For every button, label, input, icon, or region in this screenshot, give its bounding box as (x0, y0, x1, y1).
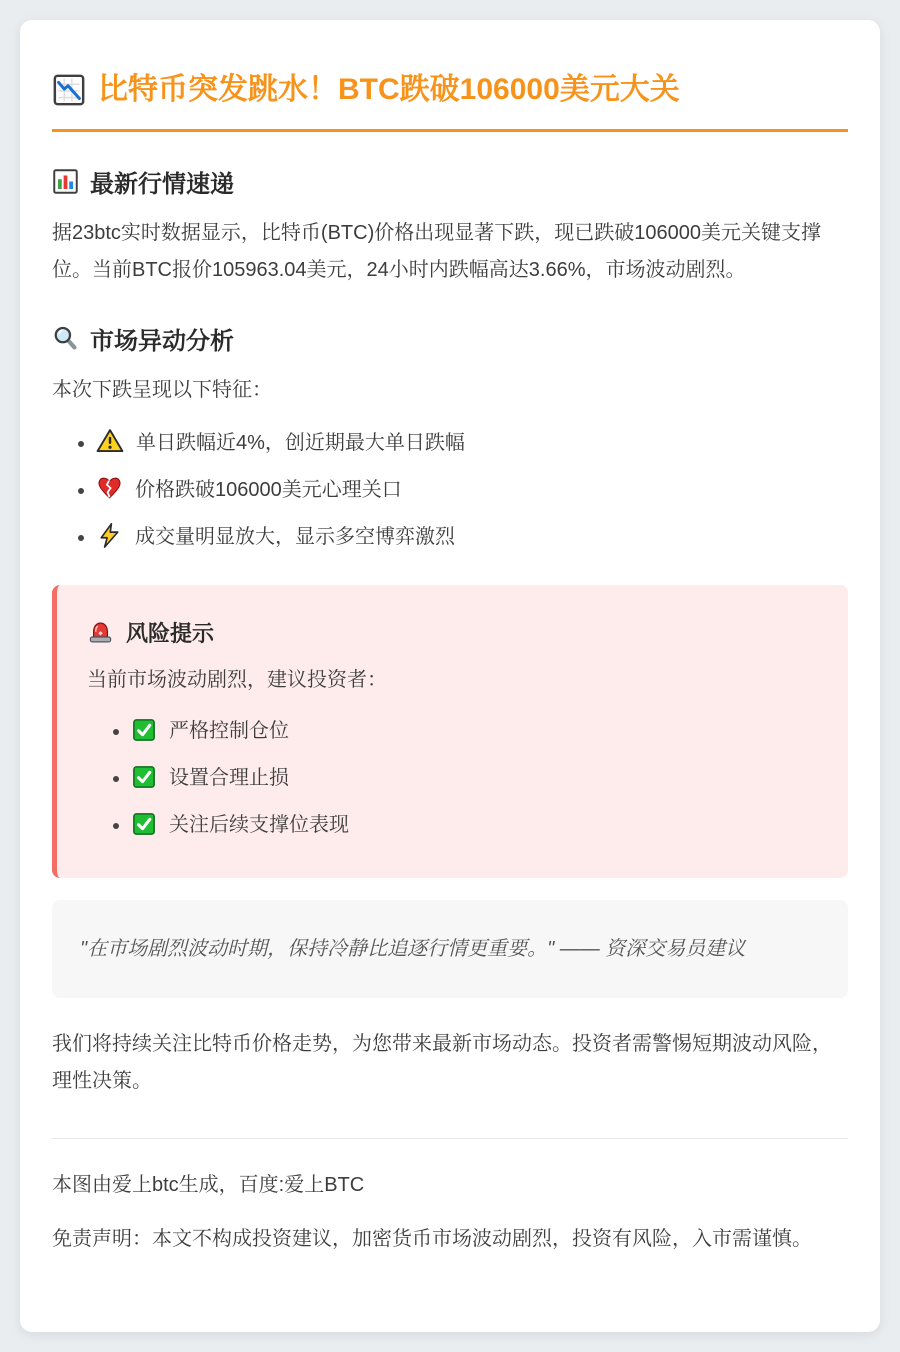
bar-chart-icon (52, 168, 79, 195)
list-item-text: 严格控制仓位 (169, 719, 289, 742)
chart-decreasing-icon (52, 73, 86, 107)
list-item-text: 单日跌幅近4%，创近期最大单日跌幅 (136, 431, 465, 454)
magnifier-icon (52, 325, 79, 352)
credit-line: 本图由爱上btc生成，百度:爱上BTC (52, 1173, 365, 1196)
analysis-intro: 本次下跌呈现以下特征： (52, 378, 272, 401)
list-item (96, 427, 848, 459)
lightning-icon (96, 522, 123, 549)
checkbox-icon (131, 764, 157, 790)
list-item-text: 设置合理止损 (169, 766, 289, 789)
risk-checklist (87, 715, 818, 841)
checkbox-icon (131, 717, 157, 743)
list-item (96, 521, 848, 553)
risk-alert-heading (87, 617, 818, 648)
quote-text: "在市场剧烈波动时期，保持冷静比追逐行情更重要。" —— 资深交易员建议 (80, 937, 746, 960)
risk-alert-intro: 当前市场波动剧烈，建议投资者： (87, 668, 387, 691)
quote-box (52, 900, 848, 998)
list-item (131, 715, 818, 747)
list-item (131, 809, 818, 841)
analysis-list (52, 427, 848, 553)
checkbox-icon (131, 811, 157, 837)
list-item-text: 成交量明显放大，显示多空博弈激烈 (135, 525, 455, 548)
section-heading-analysis (52, 321, 848, 356)
closing-paragraph: 我们将持续关注比特币价格走势，为您带来最新市场动态。投资者需警惕短期波动风险，理性决策。 (52, 1032, 832, 1092)
list-item (131, 762, 818, 794)
section-heading-market-text: 最新行情速递 (90, 170, 234, 198)
article-card (20, 20, 880, 1332)
article-title (52, 56, 848, 132)
disclaimer-line: 免责声明：本文不构成投资建议，加密货币市场波动剧烈，投资有风险，入市需谨慎。 (52, 1227, 812, 1250)
warning-icon (96, 427, 124, 455)
list-item (96, 474, 848, 506)
section-heading-analysis-text: 市场异动分析 (90, 327, 234, 355)
article-title-text: 比特币突发跳水！BTC跌破106000美元大关 (98, 73, 680, 106)
footer-divider (52, 1138, 848, 1139)
siren-icon (87, 619, 114, 646)
risk-alert-heading-text: 风险提示 (126, 620, 215, 646)
list-item-text: 关注后续支撑位表现 (169, 813, 349, 836)
market-paragraph: 据23btc实时数据显示，比特币(BTC)价格出现显著下跌，现已跌破106000美元关键支撑位。当前BTC报价105963.04美元，24小时内跌幅高达3.66%，市场波动剧烈。 (52, 221, 821, 281)
section-heading-market (52, 164, 848, 199)
broken-heart-icon (96, 475, 123, 502)
list-item-text: 价格跌破106000美元心理关口 (135, 478, 402, 501)
risk-alert-box (52, 585, 848, 878)
